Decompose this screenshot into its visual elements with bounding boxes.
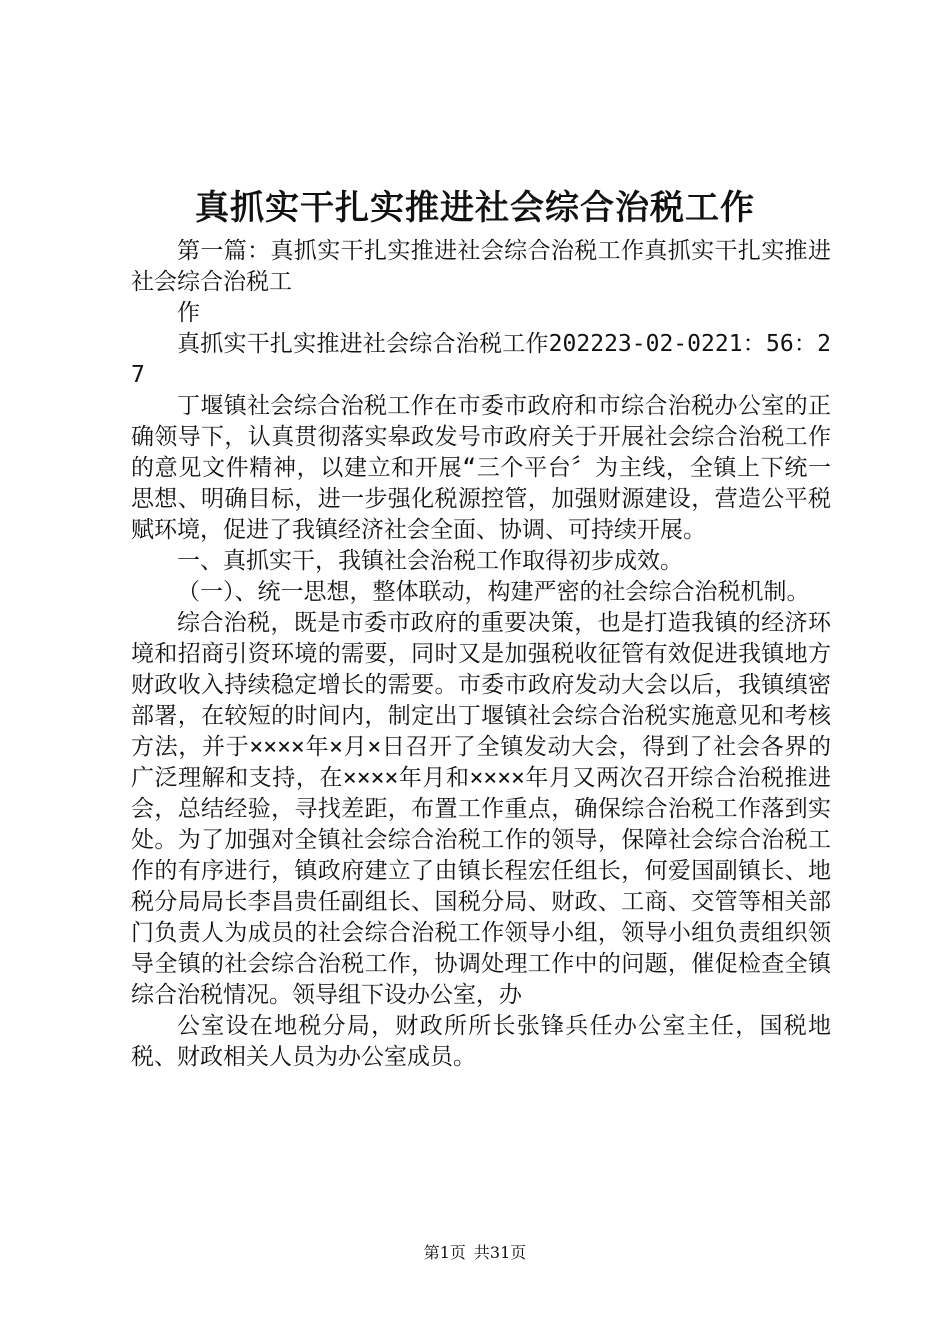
paragraph-intro: 丁堰镇社会综合治税工作在市委市政府和市综合治税办公室的正确领导下，认真贯彻落实皋政发号市政府关于开展社会综合治税工作的意见文件精神，以建立和开展“三个平台〞为主线，全镇上下统一思想、明确目标，进一步强化税源控管，加强财源建设，营造公平税赋环境，促进了我镇经济社会全面、协调、可持续开展。 [131,393,831,543]
subsection-heading-1: （一）、统一思想，整体联动，构建严密的社会综合治税机制。 [177,579,810,605]
document-title: 真抓实干扎实推进社会综合治税工作 [195,188,755,228]
paragraph-body-2: 公室设在地税分局，财政所所长张锋兵任办公室主任，国税地税、财政相关人员为办公室成员。 [131,1013,831,1070]
document-body [131,236,831,1073]
page-number: 第1页 [423,1243,466,1262]
section-heading-1: 一、真抓实干，我镇社会治税工作取得初步成效。 [177,548,683,574]
paragraph-subtitle-timestamp: 真抓实干扎实推进社会综合治税工作202223-02-0221：56：27 [131,331,831,388]
paragraph-heading-line: 第一篇：真抓实干扎实推进社会综合治税工作真抓实干扎实推进社会综合治税工 [131,238,831,295]
page-total: 共31页 [473,1243,527,1262]
paragraph-heading-continuation: 作 [177,300,200,326]
page-footer [0,1243,950,1263]
paragraph-body-1: 综合治税，既是市委市政府的重要决策，也是打造我镇的经济环境和招商引资环境的需要，同时又是加强税收征管有效促进我镇地方财政收入持续稳定增长的需要。市委市政府发动大会以后，我镇缜密部署，在较短的时间内，制定出丁堰镇社会综合治税实施意见和考核方法，并于××××年×月×日召开了全镇发动大会，得到了社会各界的广泛理解和支持，在××××年月和××××年月又两次召开综合治税推进会，总结经验，寻找差距，布置工作重点，确保综合治税工作落到实处。为了加强对全镇社会综合治税工作的领导，保障社会综合治税工作的有序进行，镇政府建立了由镇长程宏任组长，何爱国副镇长、地税分局局长李昌贵任副组长、国税分局、财政、工商、交管等相关部门负责人为成员的社会综合治税工作领导小组，领导小组负责组织领导全镇的社会综合治税工作，协调处理工作中的问题，催促检查全镇综合治税情况。领导组下设办公室，办 [131,610,831,1008]
